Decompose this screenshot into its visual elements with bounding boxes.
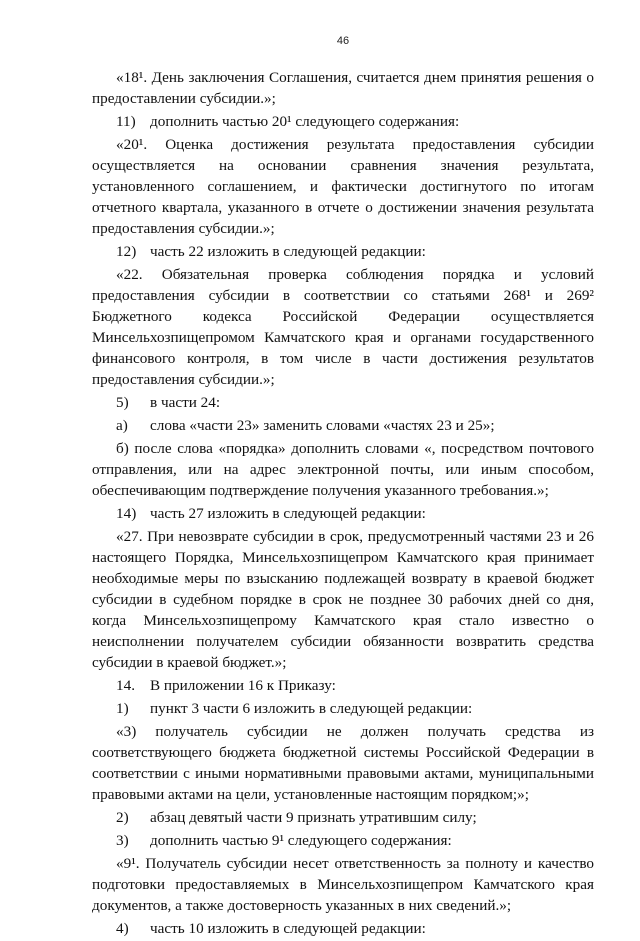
item-text: слова «части 23» заменить словами «частях 23 и 25»; xyxy=(150,417,495,434)
item-text: часть 22 изложить в следующей редакции: xyxy=(150,243,426,260)
numbered-item xyxy=(92,241,594,262)
paragraph: «3) получатель субсидии не должен получать средства из соответствующего бюджета бюджетной системы Российской Федерации в соответствии с иными нормативными правовыми актами, муниципальными правовыми актами на цели, установленные настоящим порядком;»; xyxy=(92,723,594,803)
item-number: 11) xyxy=(116,113,136,130)
numbered-item xyxy=(92,807,594,828)
item-text: в части 24: xyxy=(150,394,221,411)
item-text: часть 10 изложить в следующей редакции: xyxy=(150,920,426,937)
item-number: 5) xyxy=(116,394,129,411)
document-body xyxy=(92,67,594,941)
page-number: 46 xyxy=(336,35,350,47)
item-number: 4) xyxy=(116,920,129,937)
item-text: В приложении 16 к Приказу: xyxy=(150,677,336,694)
item-number: 3) xyxy=(116,832,129,849)
numbered-item xyxy=(92,918,594,939)
paragraph: «27. При невозврате субсидии в срок, предусмотренный частями 23 и 26 настоящего Порядка, Минсельхозпищепром Камчатского края принимает необходимые меры по взысканию подлежащей возврату в краевой бюджет субсидии в судебном порядке в срок не позднее 30 рабочих дней со дня, когда Минсельхозпищепрому Камчатского края стало известно о неисполнении получателем субсидии обязанности возвратить средства субсидии в краевой бюджет.»; xyxy=(92,528,594,671)
item-number: 14) xyxy=(116,505,137,522)
item-number: 14. xyxy=(116,677,135,694)
numbered-item xyxy=(92,503,594,524)
item-text: дополнить частью 9¹ следующего содержания: xyxy=(150,832,452,849)
numbered-item xyxy=(92,392,594,413)
paragraph: «18¹. День заключения Соглашения, считается днем принятия решения о предоставлении субсидии.»; xyxy=(92,69,594,107)
item-number: 2) xyxy=(116,809,129,826)
numbered-item xyxy=(92,698,594,719)
paragraph: «20¹. Оценка достижения результата предоставления субсидии осуществляется на основании сравнения значения результата, установленного соглашением, и фактически достигнутого по итогам отчетного квартала, указанного в отчете о достижении значения результата предоставления субсидии.»; xyxy=(92,136,594,237)
item-text: пункт 3 части 6 изложить в следующей редакции: xyxy=(150,700,473,717)
numbered-item xyxy=(92,111,594,132)
item-number: а) xyxy=(116,417,128,434)
item-text: абзац девятый части 9 признать утратившим силу; xyxy=(150,809,477,826)
item-text: дополнить частью 20¹ следующего содержания: xyxy=(150,113,460,130)
numbered-item xyxy=(92,830,594,851)
paragraph: б) после слова «порядка» дополнить словами «, посредством почтового отправления, или на адрес электронной почты, или иным способом, обеспечивающим подтверждение получения указанного требования.»; xyxy=(92,440,594,499)
item-number: 1) xyxy=(116,700,129,717)
item-text: часть 27 изложить в следующей редакции: xyxy=(150,505,426,522)
numbered-item xyxy=(92,415,594,436)
paragraph: «9¹. Получатель субсидии несет ответственность за полноту и качество подготовки предоставляемых в Минсельхозпищепром Камчатского края документов, а также достоверность указанных в них сведений.»; xyxy=(92,855,594,914)
item-number: 12) xyxy=(116,243,137,260)
paragraph: «22. Обязательная проверка соблюдения порядка и условий предоставления субсидии в соответствии со статьями 268¹ и 269² Бюджетного кодекса Российской Федерации осуществляется Минсельхозпищепромом Камчатского края и органами государственного финансового контроля, в том числе в части достижения результатов предоставления субсидии.»; xyxy=(92,266,594,388)
numbered-item xyxy=(92,675,594,696)
